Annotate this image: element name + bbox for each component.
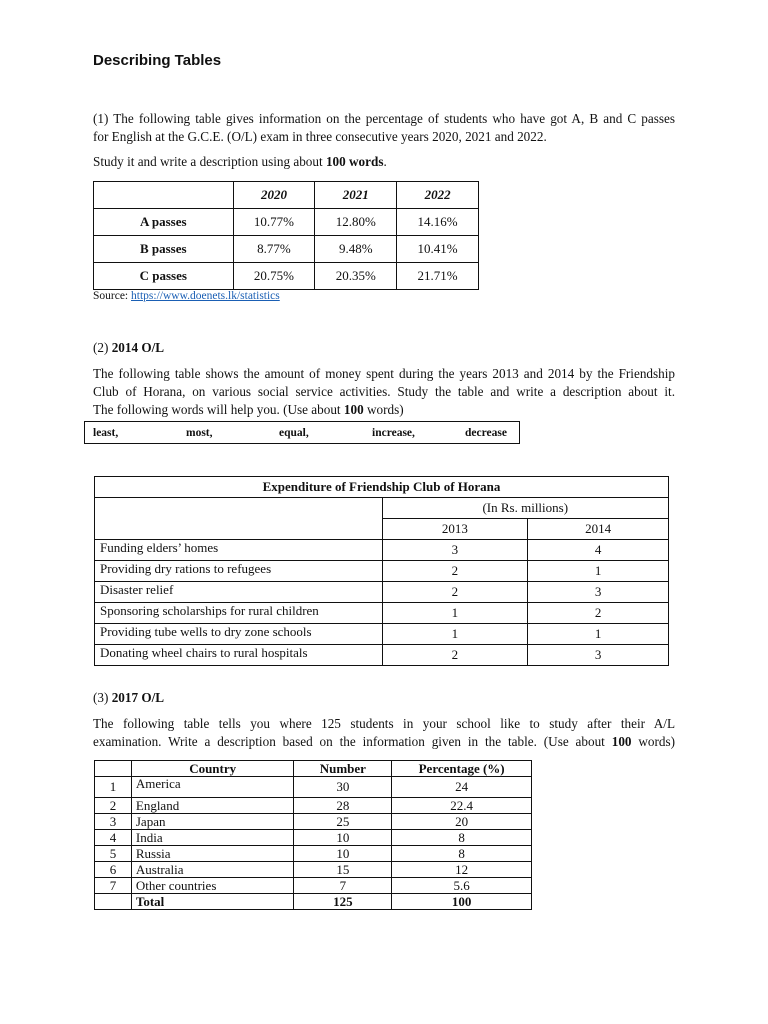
source-line <box>93 290 280 302</box>
table-cell: 4 <box>528 540 669 561</box>
table-cell: 3 <box>528 645 669 666</box>
unit-label: (In Rs. millions) <box>382 498 668 519</box>
table-header-row <box>95 761 532 777</box>
table-cell: 3 <box>382 540 528 561</box>
section1-para-line2: for English at the G.C.E. (O/L) exam in three consecutive years 2020, 2021 and 2022. <box>93 129 547 144</box>
row-number: 6 <box>95 862 132 878</box>
passes-table <box>93 181 479 290</box>
table-row <box>95 862 532 878</box>
page-title: Describing Tables <box>93 52 222 69</box>
table-cell: 21.71% <box>397 263 479 290</box>
row-number: 4 <box>95 830 132 846</box>
number-cell: 28 <box>294 798 392 814</box>
section3-para-line1: The following table tells you where 125 students in your school like to study after their A/L <box>93 716 675 731</box>
table-cell: 2 <box>382 645 528 666</box>
row-number: 1 <box>95 777 132 798</box>
section1-para-line1: (1) The following table gives information on the percentage of students who have got A, B and C passes <box>93 111 675 126</box>
table-row <box>95 645 669 666</box>
number-cell: 30 <box>294 777 392 798</box>
table-cell: 14.16% <box>397 209 479 236</box>
table-cell: 2 <box>528 603 669 624</box>
percentage-cell: 24 <box>392 777 532 798</box>
table-header-row <box>94 182 479 209</box>
section2-para-line1: The following table shows the amount of money spent during the years 2013 and 2014 by the Friendship <box>93 366 675 381</box>
year-2013: 2013 <box>382 519 528 540</box>
table-row <box>95 624 669 645</box>
percentage-cell: 12 <box>392 862 532 878</box>
para-line2-end: words) <box>631 734 675 749</box>
para-line3-end: words) <box>363 402 404 417</box>
country-cell: Other countries <box>131 878 294 894</box>
table-row <box>95 846 532 862</box>
row-label: Providing tube wells to dry zone schools <box>95 624 383 645</box>
instruction-text: Study it and write a description using about <box>93 154 326 169</box>
source-link[interactable]: https://www.doenets.lk/statistics <box>131 290 280 302</box>
para-line2-text: examination. Write a description based on the information given in the table. (Use about <box>93 734 612 749</box>
row-label: Donating wheel chairs to rural hospitals <box>95 645 383 666</box>
table-cell: 2 <box>382 582 528 603</box>
header-cell-2020: 2020 <box>233 182 315 209</box>
row-label: C passes <box>94 263 234 290</box>
header-cell-2022: 2022 <box>397 182 479 209</box>
helper-words-box <box>84 421 520 444</box>
header-cell-2021: 2021 <box>315 182 397 209</box>
country-cell: Australia <box>131 862 294 878</box>
number-cell: 15 <box>294 862 392 878</box>
total-row <box>95 894 532 910</box>
table-cell: 10.41% <box>397 236 479 263</box>
table-title-row <box>95 477 669 498</box>
table-row <box>95 540 669 561</box>
table-row <box>94 209 479 236</box>
total-label: Total <box>131 894 294 910</box>
table-cell: 1 <box>382 624 528 645</box>
section3-heading-num: (3) <box>93 690 112 705</box>
study-destination-table <box>94 760 532 910</box>
instruction-end: . <box>383 154 387 169</box>
table-unit-row <box>95 498 669 519</box>
country-cell: America <box>131 777 294 798</box>
section3-para-line2 <box>93 733 675 751</box>
para-line3-bold: 100 <box>343 402 364 417</box>
row-label: Disaster relief <box>95 582 383 603</box>
table-cell: 1 <box>528 561 669 582</box>
blank-header-cell <box>95 498 383 540</box>
helper-word: increase, <box>372 427 415 439</box>
section3-heading <box>93 689 164 707</box>
para-line3-text: The following words will help you. (Use about <box>93 402 344 417</box>
section3-heading-bold: 2017 O/L <box>111 690 165 705</box>
number-cell: 7 <box>294 878 392 894</box>
percentage-cell: 22.4 <box>392 798 532 814</box>
table-row <box>95 878 532 894</box>
header-cell-empty <box>95 761 132 777</box>
table-cell: 1 <box>382 603 528 624</box>
helper-word: equal, <box>279 427 309 439</box>
header-number: Number <box>294 761 392 777</box>
section2-para-line2: Club of Horana, on various social service activities. Study the table and write a description about it. <box>93 384 675 399</box>
row-number: 7 <box>95 878 132 894</box>
section2-heading-num: (2) <box>93 340 112 355</box>
helper-word: most, <box>186 427 213 439</box>
header-cell-empty <box>94 182 234 209</box>
row-number: 3 <box>95 814 132 830</box>
total-blank-cell <box>95 894 132 910</box>
para-line2-bold: 100 <box>611 734 632 749</box>
row-label: Providing dry rations to refugees <box>95 561 383 582</box>
table-row <box>95 798 532 814</box>
row-label: B passes <box>94 236 234 263</box>
table-cell: 8.77% <box>233 236 315 263</box>
table-row <box>95 603 669 624</box>
country-cell: Russia <box>131 846 294 862</box>
country-cell: Japan <box>131 814 294 830</box>
table-row <box>95 777 532 798</box>
instruction-bold: 100 words <box>325 154 384 169</box>
table-cell: 20.35% <box>315 263 397 290</box>
number-cell: 25 <box>294 814 392 830</box>
section2-heading <box>93 339 164 357</box>
table-row <box>95 830 532 846</box>
row-label: Sponsoring scholarships for rural children <box>95 603 383 624</box>
header-percentage: Percentage (%) <box>392 761 532 777</box>
percentage-cell: 8 <box>392 830 532 846</box>
row-label: Funding elders’ homes <box>95 540 383 561</box>
table-cell: 20.75% <box>233 263 315 290</box>
table-row <box>95 814 532 830</box>
number-cell: 10 <box>294 846 392 862</box>
source-label: Source: <box>93 290 132 302</box>
percentage-cell: 8 <box>392 846 532 862</box>
percentage-cell: 20 <box>392 814 532 830</box>
row-number: 2 <box>95 798 132 814</box>
header-country: Country <box>131 761 294 777</box>
helper-word: decrease <box>465 427 507 439</box>
row-number: 5 <box>95 846 132 862</box>
table-cell: 1 <box>528 624 669 645</box>
country-cell: England <box>131 798 294 814</box>
expenditure-table <box>94 476 669 666</box>
table-row <box>95 582 669 603</box>
table-cell: 9.48% <box>315 236 397 263</box>
total-percentage: 100 <box>392 894 532 910</box>
table-cell: 10.77% <box>233 209 315 236</box>
percentage-cell: 5.6 <box>392 878 532 894</box>
table-cell: 2 <box>382 561 528 582</box>
table-row <box>95 561 669 582</box>
number-cell: 10 <box>294 830 392 846</box>
row-label: A passes <box>94 209 234 236</box>
table-cell: 12.80% <box>315 209 397 236</box>
section1-instruction <box>93 153 675 171</box>
year-2014: 2014 <box>528 519 669 540</box>
table-title: Expenditure of Friendship Club of Horana <box>95 477 669 498</box>
table-row <box>94 236 479 263</box>
country-cell: India <box>131 830 294 846</box>
table-cell: 3 <box>528 582 669 603</box>
table-row <box>94 263 479 290</box>
section2-heading-bold: 2014 O/L <box>111 340 165 355</box>
total-number: 125 <box>294 894 392 910</box>
section2-para-line3 <box>93 401 675 419</box>
helper-word: least, <box>93 427 119 439</box>
